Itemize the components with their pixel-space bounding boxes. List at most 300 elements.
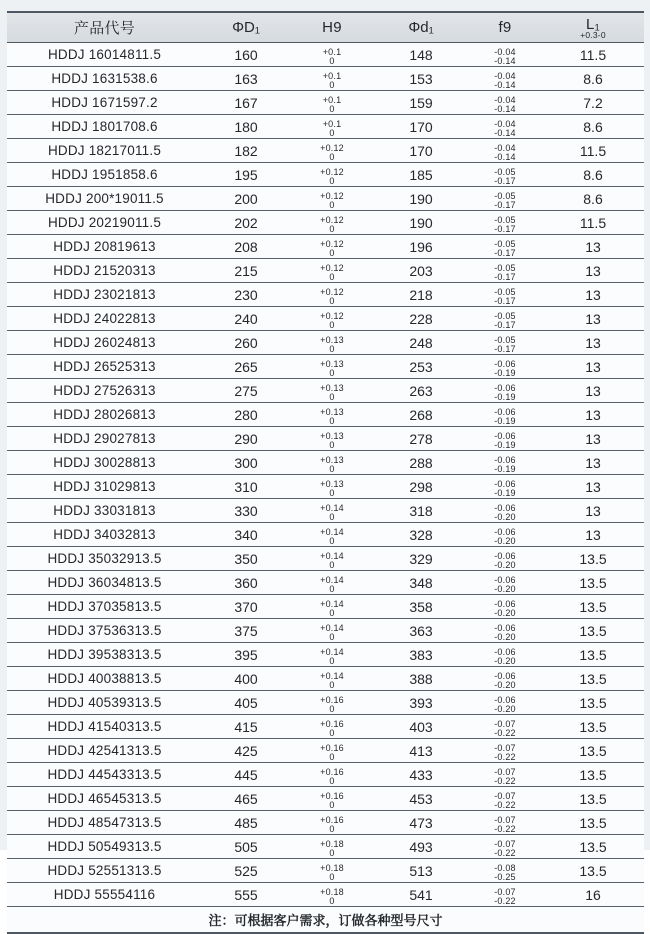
h9-tolerance-cell [290, 451, 374, 475]
tolerance-lower: -0.19 [494, 368, 516, 378]
product-code-cell: HDDJ 18217011.5 [7, 139, 202, 163]
tolerance-upper: +0.1 [322, 71, 342, 81]
table-row [7, 643, 644, 667]
tolerance-upper: -0.05 [494, 287, 516, 297]
h9-tolerance-cell [290, 259, 374, 283]
tolerance-stack [320, 408, 344, 426]
l1-label: L₁ [585, 15, 600, 33]
inner-diameter-cell: 473 [374, 811, 468, 835]
tolerance-upper: -0.05 [494, 239, 516, 249]
tolerance-stack [320, 744, 344, 762]
tolerance-lower: 0 [329, 296, 335, 306]
product-code-cell: HDDJ 26024813 [7, 331, 202, 355]
inner-diameter-cell: 196 [374, 235, 468, 259]
table-row [7, 187, 644, 211]
tolerance-lower: -0.25 [494, 872, 516, 882]
col-header-outer-diameter: ΦD₁ [202, 12, 290, 43]
f9-tolerance-cell [468, 307, 542, 331]
f9-tolerance-cell [468, 115, 542, 139]
l1-length-cell: 7.2 [542, 91, 644, 115]
outer-diameter-cell: 182 [202, 139, 290, 163]
tolerance-upper: -0.06 [494, 647, 516, 657]
tolerance-upper: +0.14 [320, 551, 344, 561]
tolerance-lower: -0.20 [494, 656, 516, 666]
outer-diameter-cell: 290 [202, 427, 290, 451]
tolerance-stack [320, 552, 344, 570]
tolerance-stack [320, 768, 344, 786]
tolerance-stack [320, 384, 344, 402]
tolerance-upper: +0.18 [320, 887, 344, 897]
tolerance-upper: -0.07 [494, 767, 516, 777]
l1-length-cell: 13 [542, 235, 644, 259]
tolerance-upper: -0.04 [494, 71, 516, 81]
l1-length-cell: 13.5 [542, 763, 644, 787]
tolerance-lower: -0.17 [494, 176, 516, 186]
tolerance-upper: +0.16 [320, 695, 344, 705]
f9-tolerance-cell [468, 835, 542, 859]
product-code-cell: HDDJ 46545313.5 [7, 787, 202, 811]
tolerance-lower: -0.22 [494, 824, 516, 834]
tolerance-stack [320, 432, 344, 450]
tolerance-lower: -0.17 [494, 296, 516, 306]
tolerance-lower: 0 [329, 272, 335, 282]
tolerance-lower: 0 [329, 752, 335, 762]
tolerance-stack [494, 552, 516, 570]
tolerance-lower: 0 [329, 488, 335, 498]
tolerance-stack [494, 48, 516, 66]
tolerance-upper: -0.04 [494, 119, 516, 129]
tolerance-upper: -0.05 [494, 191, 516, 201]
tolerance-lower: 0 [329, 248, 335, 258]
tolerance-upper: -0.06 [494, 599, 516, 609]
outer-diameter-cell: 200 [202, 187, 290, 211]
tolerance-stack [494, 696, 516, 714]
inner-diameter-cell: 203 [374, 259, 468, 283]
h9-tolerance-cell [290, 187, 374, 211]
tolerance-upper: -0.06 [494, 431, 516, 441]
f9-tolerance-cell [468, 427, 542, 451]
outer-diameter-cell: 485 [202, 811, 290, 835]
tolerance-stack [494, 624, 516, 642]
tolerance-lower: -0.20 [494, 536, 516, 546]
tolerance-upper: +0.14 [320, 671, 344, 681]
product-code-cell: HDDJ 30028813 [7, 451, 202, 475]
tolerance-stack [494, 480, 516, 498]
l1-length-cell: 11.5 [542, 43, 644, 67]
tolerance-upper: +0.13 [320, 335, 344, 345]
table-row [7, 475, 644, 499]
l1-length-cell: 13 [542, 523, 644, 547]
table-row [7, 427, 644, 451]
h9-tolerance-cell [290, 499, 374, 523]
product-code-cell: HDDJ 23021813 [7, 283, 202, 307]
tolerance-stack [320, 456, 344, 474]
product-code-cell: HDDJ 1671597.2 [7, 91, 202, 115]
outer-diameter-cell: 310 [202, 475, 290, 499]
product-code-cell: HDDJ 20819613 [7, 235, 202, 259]
product-code-cell: HDDJ 24022813 [7, 307, 202, 331]
tolerance-stack [320, 576, 344, 594]
tolerance-lower: -0.19 [494, 464, 516, 474]
tolerance-lower: -0.14 [494, 104, 516, 114]
l1-length-cell: 13 [542, 283, 644, 307]
table-row [7, 283, 644, 307]
l1-length-cell: 13 [542, 475, 644, 499]
outer-diameter-cell: 260 [202, 331, 290, 355]
inner-diameter-cell: 268 [374, 403, 468, 427]
tolerance-lower: 0 [329, 608, 335, 618]
tolerance-upper: +0.16 [320, 743, 344, 753]
outer-diameter-cell: 375 [202, 619, 290, 643]
table-row [7, 883, 644, 907]
tolerance-lower: -0.22 [494, 800, 516, 810]
l1-length-cell: 8.6 [542, 187, 644, 211]
tolerance-stack [494, 768, 516, 786]
tolerance-upper: +0.12 [320, 263, 344, 273]
table-row [7, 811, 644, 835]
tolerance-lower: 0 [329, 632, 335, 642]
table-row [7, 667, 644, 691]
tolerance-upper: -0.07 [494, 815, 516, 825]
f9-tolerance-cell [468, 379, 542, 403]
outer-diameter-cell: 400 [202, 667, 290, 691]
tolerance-stack [494, 72, 516, 90]
inner-diameter-cell: 288 [374, 451, 468, 475]
tolerance-lower: 0 [329, 224, 335, 234]
product-code-cell: HDDJ 42541313.5 [7, 739, 202, 763]
tolerance-stack [320, 672, 344, 690]
note-text: 注：可根据客户需求，订做各种型号尺寸 [7, 907, 644, 934]
tolerance-stack [320, 192, 344, 210]
tolerance-lower: -0.17 [494, 248, 516, 258]
l1-length-cell: 13.5 [542, 715, 644, 739]
tolerance-stack [494, 168, 516, 186]
tolerance-lower: 0 [329, 176, 335, 186]
tolerance-upper: +0.16 [320, 815, 344, 825]
tolerance-lower: -0.19 [494, 416, 516, 426]
product-code-cell: HDDJ 44543313.5 [7, 763, 202, 787]
tolerance-stack [320, 312, 344, 330]
table-row [7, 235, 644, 259]
tolerance-upper: -0.06 [494, 551, 516, 561]
l1-length-cell: 13.5 [542, 691, 644, 715]
tolerance-stack [320, 240, 344, 258]
f9-tolerance-cell [468, 475, 542, 499]
outer-diameter-cell: 208 [202, 235, 290, 259]
inner-diameter-cell: 253 [374, 355, 468, 379]
h9-tolerance-cell [290, 163, 374, 187]
inner-diameter-cell: 170 [374, 139, 468, 163]
inner-diameter-cell: 348 [374, 571, 468, 595]
tolerance-upper: +0.18 [320, 863, 344, 873]
inner-diameter-cell: 453 [374, 787, 468, 811]
tolerance-lower: -0.20 [494, 608, 516, 618]
f9-tolerance-cell [468, 67, 542, 91]
outer-diameter-cell: 275 [202, 379, 290, 403]
tolerance-upper: +0.18 [320, 839, 344, 849]
l1-length-cell: 8.6 [542, 67, 644, 91]
product-code-cell: HDDJ 28026813 [7, 403, 202, 427]
outer-diameter-cell: 415 [202, 715, 290, 739]
l1-length-cell: 13 [542, 331, 644, 355]
tolerance-upper: +0.12 [320, 215, 344, 225]
tolerance-lower: 0 [329, 80, 335, 90]
tolerance-upper: -0.05 [494, 311, 516, 321]
h9-tolerance-cell [290, 883, 374, 907]
tolerance-lower: 0 [329, 776, 335, 786]
f9-tolerance-cell [468, 571, 542, 595]
tolerance-stack [494, 408, 516, 426]
tolerance-lower: 0 [329, 344, 335, 354]
table-row [7, 451, 644, 475]
inner-diameter-cell: 159 [374, 91, 468, 115]
tolerance-stack [323, 120, 342, 138]
f9-tolerance-cell [468, 451, 542, 475]
l1-length-cell: 16 [542, 883, 644, 907]
tolerance-stack [320, 528, 344, 546]
tolerance-lower: 0 [329, 560, 335, 570]
f9-tolerance-cell [468, 883, 542, 907]
tolerance-lower: 0 [329, 440, 335, 450]
tolerance-upper: +0.13 [320, 431, 344, 441]
tolerance-lower: -0.20 [494, 512, 516, 522]
tolerance-lower: 0 [329, 56, 335, 66]
f9-tolerance-cell [468, 619, 542, 643]
inner-diameter-cell: 170 [374, 115, 468, 139]
table-row [7, 403, 644, 427]
tolerance-upper: +0.16 [320, 719, 344, 729]
tolerance-upper: +0.1 [322, 47, 342, 57]
product-code-cell: HDDJ 37536313.5 [7, 619, 202, 643]
tolerance-upper: +0.13 [320, 407, 344, 417]
tolerance-stack [494, 432, 516, 450]
outer-diameter-cell: 445 [202, 763, 290, 787]
tolerance-upper: +0.14 [320, 527, 344, 537]
tolerance-lower: -0.17 [494, 200, 516, 210]
tolerance-lower: -0.17 [494, 344, 516, 354]
f9-tolerance-cell [468, 187, 542, 211]
tolerance-lower: 0 [329, 824, 335, 834]
product-code-cell: HDDJ 40038813.5 [7, 667, 202, 691]
tolerance-upper: -0.04 [494, 47, 516, 57]
tolerance-stack [320, 288, 344, 306]
inner-diameter-cell: 493 [374, 835, 468, 859]
tolerance-stack [494, 816, 516, 834]
inner-diameter-cell: 153 [374, 67, 468, 91]
outer-diameter-cell: 555 [202, 883, 290, 907]
tolerance-stack [494, 840, 516, 858]
tolerance-upper: -0.06 [494, 383, 516, 393]
table-row [7, 331, 644, 355]
h9-tolerance-cell [290, 355, 374, 379]
h9-tolerance-cell [290, 787, 374, 811]
h9-tolerance-cell [290, 547, 374, 571]
table-row [7, 739, 644, 763]
product-code-cell: HDDJ 21520313 [7, 259, 202, 283]
tolerance-lower: 0 [329, 392, 335, 402]
outer-diameter-cell: 370 [202, 595, 290, 619]
tolerance-lower: -0.20 [494, 632, 516, 642]
tolerance-lower: 0 [329, 320, 335, 330]
tolerance-upper: +0.12 [320, 167, 344, 177]
l1-length-cell: 13 [542, 259, 644, 283]
tolerance-upper: +0.16 [320, 791, 344, 801]
l1-length-cell: 13.5 [542, 811, 644, 835]
product-code-cell: HDDJ 200*19011.5 [7, 187, 202, 211]
inner-diameter-cell: 433 [374, 763, 468, 787]
inner-diameter-cell: 403 [374, 715, 468, 739]
outer-diameter-cell: 215 [202, 259, 290, 283]
l1-length-cell: 13.5 [542, 619, 644, 643]
h9-tolerance-cell [290, 859, 374, 883]
l1-length-cell: 13.5 [542, 787, 644, 811]
h9-tolerance-cell [290, 595, 374, 619]
h9-tolerance-cell [290, 115, 374, 139]
tolerance-upper: +0.13 [320, 383, 344, 393]
inner-diameter-cell: 218 [374, 283, 468, 307]
outer-diameter-cell: 465 [202, 787, 290, 811]
f9-tolerance-cell [468, 859, 542, 883]
inner-diameter-cell: 278 [374, 427, 468, 451]
tolerance-lower: 0 [329, 728, 335, 738]
h9-tolerance-cell [290, 667, 374, 691]
product-code-cell: HDDJ 29027813 [7, 427, 202, 451]
table-row [7, 379, 644, 403]
tolerance-upper: -0.06 [494, 575, 516, 585]
product-code-cell: HDDJ 34032813 [7, 523, 202, 547]
tolerance-upper: +0.12 [320, 143, 344, 153]
tolerance-upper: -0.06 [494, 479, 516, 489]
outer-diameter-cell: 425 [202, 739, 290, 763]
tolerance-upper: -0.05 [494, 335, 516, 345]
inner-diameter-cell: 383 [374, 643, 468, 667]
h9-tolerance-cell [290, 235, 374, 259]
f9-tolerance-cell [468, 643, 542, 667]
tolerance-upper: -0.05 [494, 167, 516, 177]
f9-tolerance-cell [468, 43, 542, 67]
h9-tolerance-cell [290, 811, 374, 835]
tolerance-lower: 0 [329, 872, 335, 882]
inner-diameter-cell: 393 [374, 691, 468, 715]
note-row [7, 907, 644, 934]
tolerance-upper: -0.07 [494, 887, 516, 897]
f9-tolerance-cell [468, 259, 542, 283]
outer-diameter-cell: 202 [202, 211, 290, 235]
tolerance-stack [323, 48, 342, 66]
l1-tolerance-sublabel: +0.3-0 [580, 29, 606, 40]
inner-diameter-cell: 248 [374, 331, 468, 355]
tolerance-lower: -0.14 [494, 56, 516, 66]
outer-diameter-cell: 265 [202, 355, 290, 379]
tolerance-upper: +0.13 [320, 455, 344, 465]
inner-diameter-cell: 318 [374, 499, 468, 523]
tolerance-stack [320, 504, 344, 522]
product-code-cell: HDDJ 40539313.5 [7, 691, 202, 715]
h9-tolerance-cell [290, 523, 374, 547]
inner-diameter-cell: 148 [374, 43, 468, 67]
product-code-cell: HDDJ 26525313 [7, 355, 202, 379]
tolerance-stack [494, 144, 516, 162]
h9-tolerance-cell [290, 307, 374, 331]
f9-tolerance-cell [468, 739, 542, 763]
tolerance-lower: 0 [329, 896, 335, 906]
inner-diameter-cell: 228 [374, 307, 468, 331]
tolerance-stack [494, 528, 516, 546]
tolerance-lower: -0.17 [494, 272, 516, 282]
product-code-cell: HDDJ 36034813.5 [7, 571, 202, 595]
tolerance-lower: -0.22 [494, 752, 516, 762]
l1-length-cell: 13.5 [542, 835, 644, 859]
tolerance-stack [494, 288, 516, 306]
tolerance-stack [494, 336, 516, 354]
tolerance-stack [323, 72, 342, 90]
f9-tolerance-cell [468, 91, 542, 115]
h9-tolerance-cell [290, 379, 374, 403]
product-code-cell: HDDJ 31029813 [7, 475, 202, 499]
tolerance-lower: 0 [329, 152, 335, 162]
tolerance-upper: -0.05 [494, 263, 516, 273]
table-row [7, 163, 644, 187]
f9-tolerance-cell [468, 499, 542, 523]
tolerance-stack [494, 216, 516, 234]
f9-tolerance-cell [468, 331, 542, 355]
tolerance-lower: -0.17 [494, 320, 516, 330]
h9-tolerance-cell [290, 739, 374, 763]
tolerance-stack [494, 720, 516, 738]
product-code-cell: HDDJ 55554116 [7, 883, 202, 907]
tolerance-stack [320, 600, 344, 618]
tolerance-upper: +0.13 [320, 359, 344, 369]
outer-diameter-cell: 160 [202, 43, 290, 67]
inner-diameter-cell: 388 [374, 667, 468, 691]
tolerance-lower: 0 [329, 680, 335, 690]
tolerance-lower: -0.14 [494, 128, 516, 138]
tolerance-lower: -0.20 [494, 584, 516, 594]
f9-tolerance-cell [468, 139, 542, 163]
l1-length-cell: 13.5 [542, 547, 644, 571]
tolerance-stack [494, 600, 516, 618]
product-code-cell: HDDJ 50549313.5 [7, 835, 202, 859]
tolerance-upper: +0.13 [320, 479, 344, 489]
h9-tolerance-cell [290, 835, 374, 859]
l1-length-cell: 13 [542, 499, 644, 523]
tolerance-lower: -0.20 [494, 680, 516, 690]
tolerance-lower: 0 [329, 512, 335, 522]
l1-length-cell: 13 [542, 451, 644, 475]
product-code-cell: HDDJ 20219011.5 [7, 211, 202, 235]
h9-tolerance-cell [290, 211, 374, 235]
table-row [7, 859, 644, 883]
f9-tolerance-cell [468, 403, 542, 427]
tolerance-lower: 0 [329, 704, 335, 714]
tolerance-lower: -0.19 [494, 488, 516, 498]
table-row [7, 547, 644, 571]
l1-length-cell: 13.5 [542, 571, 644, 595]
h9-tolerance-cell [290, 475, 374, 499]
tolerance-lower: -0.22 [494, 776, 516, 786]
inner-diameter-cell: 190 [374, 187, 468, 211]
tolerance-stack [494, 240, 516, 258]
f9-tolerance-cell [468, 763, 542, 787]
tolerance-lower: 0 [329, 800, 335, 810]
product-code-cell: HDDJ 37035813.5 [7, 595, 202, 619]
f9-tolerance-cell [468, 355, 542, 379]
h9-tolerance-cell [290, 67, 374, 91]
tolerance-stack [494, 120, 516, 138]
tolerance-lower: 0 [329, 656, 335, 666]
tolerance-upper: +0.14 [320, 623, 344, 633]
tolerance-stack [320, 360, 344, 378]
